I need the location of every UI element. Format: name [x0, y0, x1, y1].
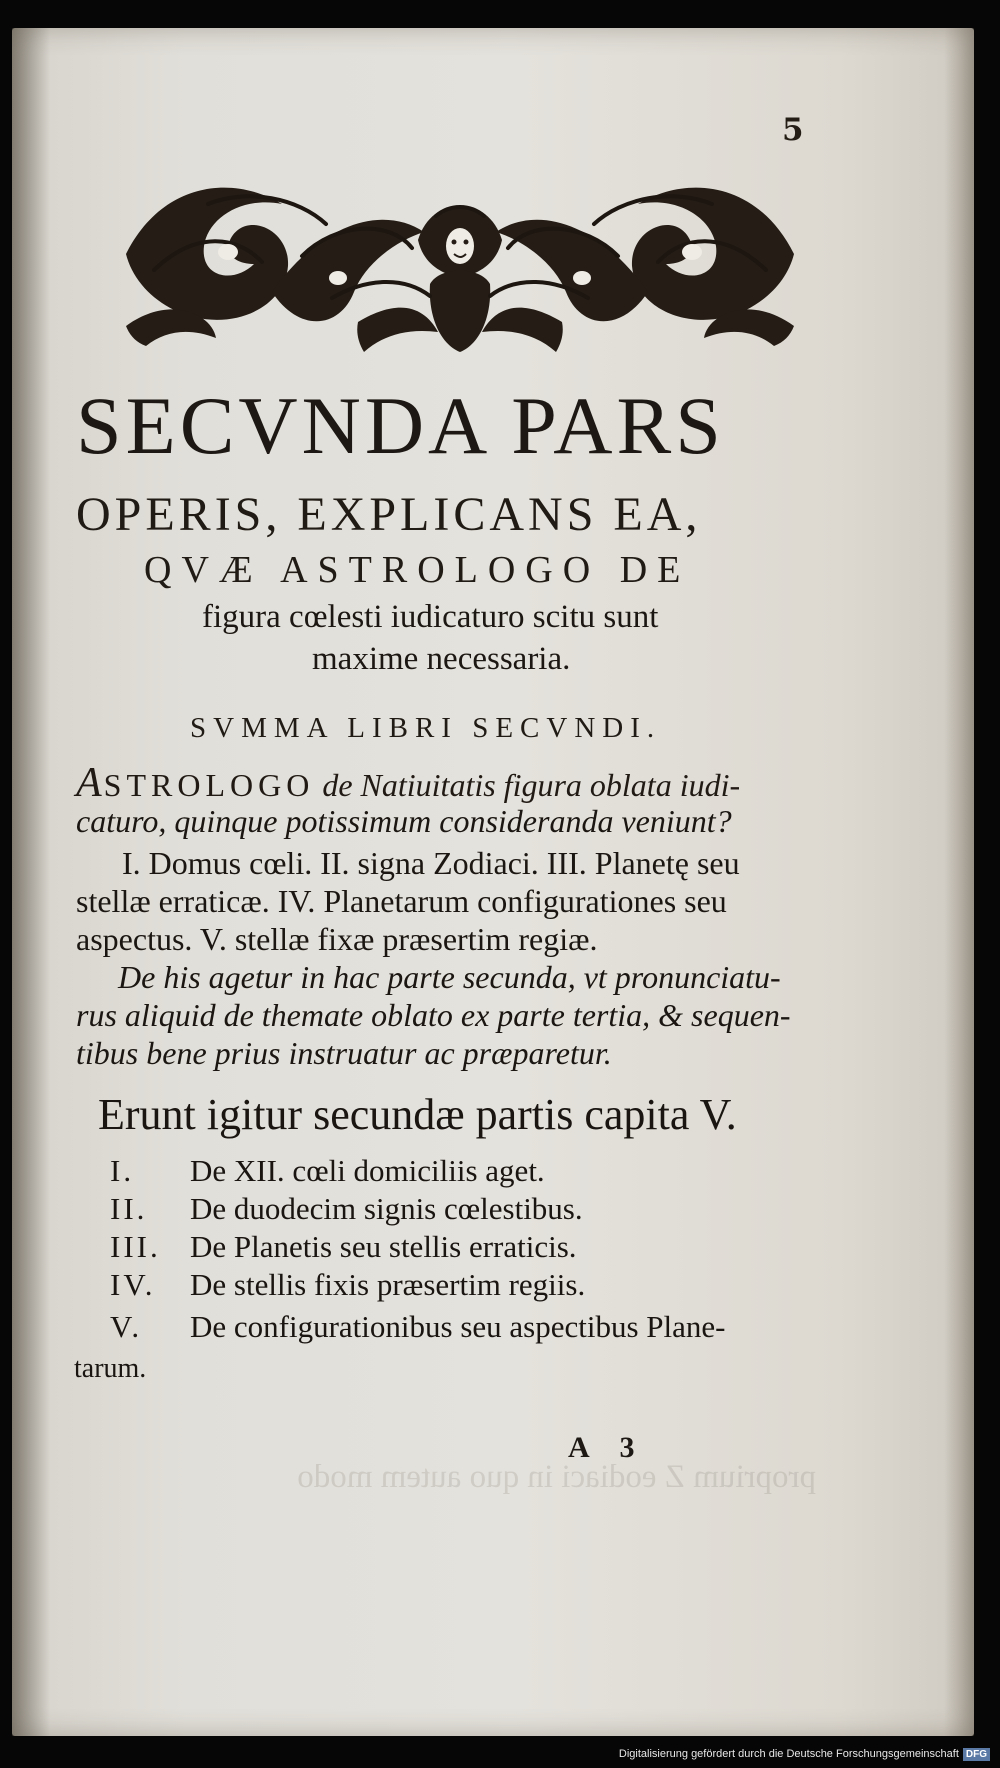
chapter-text: De Planetis seu stellis erraticis. — [190, 1229, 577, 1264]
chapter-number: I. — [110, 1153, 135, 1188]
page-number: 5 — [782, 112, 804, 148]
chapter-item — [110, 1153, 830, 1189]
chapter-item — [110, 1191, 830, 1227]
chapter-number: V. — [110, 1309, 143, 1344]
intro-smallcaps-word: STROLOGO — [103, 767, 315, 803]
footer-text: Digitalisierung gefördert durch die Deutsche Forschungsgemeinschaft — [618, 1748, 959, 1760]
title-main: SECVNDA PARS — [76, 380, 725, 471]
dfg-badge: DFG — [963, 1748, 990, 1761]
summary-italic-line-1: De his agetur in hac parte secunda, vt pronunciatu- — [118, 959, 781, 995]
printer-signature: A 3 — [568, 1431, 647, 1464]
woodcut-ornament-icon — [112, 166, 808, 366]
drop-cap: A — [76, 760, 102, 806]
chapter-number: II. — [110, 1191, 148, 1226]
title-fourth-line: figura cœlesti iudicaturo scitu sunt — [202, 599, 659, 635]
chapters-heading: Erunt igitur secundæ partis capita V. — [98, 1090, 737, 1139]
chapter-text: De duodecim signis cœlestibus. — [190, 1191, 583, 1226]
title-subtitle: OPERIS, EXPLICANS EA, — [76, 488, 702, 541]
summary-list-line-1: I. Domus cœli. II. signa Zodiaci. III. Planetę seu — [122, 845, 740, 881]
intro-line-1-rest: de Natiuitatis figura oblata iudi- — [314, 767, 741, 803]
chapter-text: De XII. cœli domiciliis aget. — [190, 1153, 545, 1188]
summary-list-line-3: aspectus. V. stellæ fixæ præsertim regiæ. — [76, 921, 598, 957]
chapter-item — [110, 1267, 830, 1303]
chapter-item — [110, 1229, 830, 1265]
digitization-footer — [619, 1748, 990, 1761]
summary-italic-line-2: rus aliquid de themate oblato ex parte tertia, & sequen- — [76, 997, 791, 1033]
chapter-number: IV. — [110, 1267, 156, 1302]
chapter-continuation: tarum. — [74, 1353, 147, 1384]
title-fifth-line: maxime necessaria. — [312, 641, 571, 677]
summary-list-line-2: stellæ erraticæ. IV. Planetarum configurationes seu — [76, 883, 727, 919]
summary-heading: SVMMA LIBRI SECVNDI. — [190, 712, 662, 744]
chapter-text: De configurationibus seu aspectibus Plane- — [190, 1309, 726, 1344]
summary-intro — [76, 760, 818, 806]
title-third-line: QVÆ ASTROLOGO DE — [144, 549, 691, 591]
chapter-item — [110, 1309, 830, 1345]
summary-italic-line-3: tibus bene prius instruatur ac præparetur. — [76, 1035, 612, 1071]
page-edge-shadow — [944, 28, 974, 1736]
bleed-through-text: proprium Z eodiaci in quo autem modo — [297, 1459, 816, 1495]
book-page — [12, 28, 974, 1736]
chapter-number: III. — [110, 1229, 161, 1264]
chapter-text: De stellis fixis præsertim regiis. — [190, 1267, 586, 1302]
intro-line-2: caturo, quinque potissimum consideranda veniunt? — [76, 803, 732, 839]
